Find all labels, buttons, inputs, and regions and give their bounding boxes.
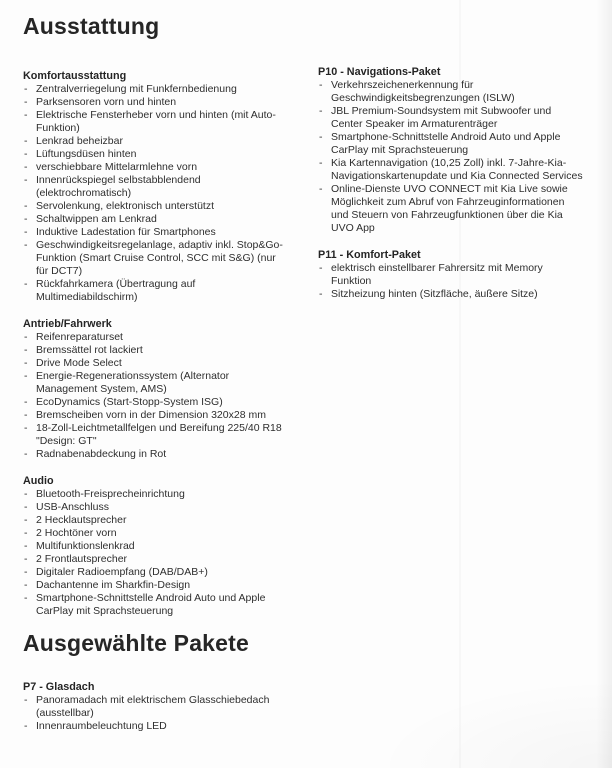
- list-item: - Digitaler Radioempfang (DAB/DAB+): [23, 566, 289, 579]
- page-title: Ausstattung: [23, 13, 160, 39]
- right-column: [318, 66, 584, 301]
- list-item: - Zentralverriegelung mit Funkfernbedienung: [23, 83, 289, 96]
- equipment-section: [23, 70, 289, 304]
- list-item: - Dachantenne im Sharkfin-Design: [23, 579, 289, 592]
- section-heading: Audio: [23, 475, 54, 487]
- section-heading: P7 - Glasdach: [23, 681, 95, 693]
- list-item: - JBL Premium-Soundsystem mit Subwoofer und Center Speaker im Armaturenträger: [318, 105, 584, 131]
- list-item: - Reifenreparaturset: [23, 331, 289, 344]
- list-item: - Kia Kartennavigation (10,25 Zoll) inkl. 7-Jahre-Kia-Navigationskartenupdate und Kia Connected Services: [318, 157, 584, 183]
- list-item: - 18-Zoll-Leichtmetallfelgen und Bereifung 225/40 R18 "Design: GT": [23, 422, 289, 448]
- list-item: - Innenraumbeleuchtung LED: [23, 720, 289, 733]
- list-item: - Elektrische Fensterheber vorn und hinten (mit Auto-Funktion): [23, 109, 289, 135]
- list-item: - Smartphone-Schnittstelle Android Auto und Apple CarPlay mit Sprachsteuerung: [23, 592, 289, 618]
- section-heading: P10 - Navigations-Paket: [318, 66, 441, 78]
- list-item: - verschiebbare Mittelarmlehne vorn: [23, 161, 289, 174]
- item-list: [23, 488, 289, 618]
- list-item: - Bremssättel rot lackiert: [23, 344, 289, 357]
- list-item: - Radnabenabdeckung in Rot: [23, 448, 289, 461]
- item-list: [23, 83, 289, 304]
- equipment-section: [23, 318, 289, 461]
- list-item: - Innenrückspiegel selbstabblendend (elektrochromatisch): [23, 174, 289, 200]
- equipment-section: [318, 66, 584, 235]
- equipment-section: [318, 249, 584, 301]
- list-item: - Multifunktionslenkrad: [23, 540, 289, 553]
- list-item: - Induktive Ladestation für Smartphones: [23, 226, 289, 239]
- list-item: - Lenkrad beheizbar: [23, 135, 289, 148]
- list-item: - Panoramadach mit elektrischem Glasschiebedach (ausstellbar): [23, 694, 289, 720]
- list-item: - Smartphone-Schnittstelle Android Auto und Apple CarPlay mit Sprachsteuerung: [318, 131, 584, 157]
- list-item: - 2 Hochtöner vorn: [23, 527, 289, 540]
- equipment-section: [23, 475, 289, 618]
- list-item: - Rückfahrkamera (Übertragung auf Multimediabildschirm): [23, 278, 289, 304]
- list-item: - USB-Anschluss: [23, 501, 289, 514]
- list-item: - Bremscheiben vorn in der Dimension 320x28 mm: [23, 409, 289, 422]
- equipment-section: [23, 681, 289, 733]
- packages-column: [23, 681, 289, 733]
- left-column: [23, 70, 289, 618]
- section-heading: Komfortausstattung: [23, 70, 127, 82]
- list-item: - Sitzheizung hinten (Sitzfläche, äußere Sitze): [318, 288, 584, 301]
- list-item: - Drive Mode Select: [23, 357, 289, 370]
- item-list: [23, 694, 289, 733]
- list-item: - EcoDynamics (Start-Stopp-System ISG): [23, 396, 289, 409]
- item-list: [318, 79, 584, 235]
- list-item: - Schaltwippen am Lenkrad: [23, 213, 289, 226]
- list-item: - Lüftungsdüsen hinten: [23, 148, 289, 161]
- packages-title: Ausgewählte Pakete: [23, 630, 250, 656]
- list-item: - Verkehrszeichenerkennung für Geschwindigkeitsbegrenzungen (ISLW): [318, 79, 584, 105]
- list-item: - 2 Hecklautsprecher: [23, 514, 289, 527]
- list-item: - Parksensoren vorn und hinten: [23, 96, 289, 109]
- list-item: - elektrisch einstellbarer Fahrersitz mit Memory Funktion: [318, 262, 584, 288]
- item-list: [318, 262, 584, 301]
- list-item: - 2 Frontlautsprecher: [23, 553, 289, 566]
- list-item: - Bluetooth-Freisprecheinrichtung: [23, 488, 289, 501]
- list-item: - Servolenkung, elektronisch unterstützt: [23, 200, 289, 213]
- section-heading: P11 - Komfort-Paket: [318, 249, 421, 261]
- section-heading: Antrieb/Fahrwerk: [23, 318, 112, 330]
- page-edge-shadow: [596, 0, 612, 768]
- item-list: [23, 331, 289, 461]
- list-item: - Energie-Regenerationssystem (Alternator Management System, AMS): [23, 370, 289, 396]
- corner-shadow: [372, 678, 612, 768]
- list-item: - Online-Dienste UVO CONNECT mit Kia Live sowie Möglichkeit zum Abruf von Fahrzeuginformationen und Steuern von Fahrzeugfunktionen über die Kia UVO App: [318, 183, 584, 235]
- list-item: - Geschwindigkeitsregelanlage, adaptiv inkl. Stop&Go-Funktion (Smart Cruise Control, SCC mit S&G) (nur für DCT7): [23, 239, 289, 278]
